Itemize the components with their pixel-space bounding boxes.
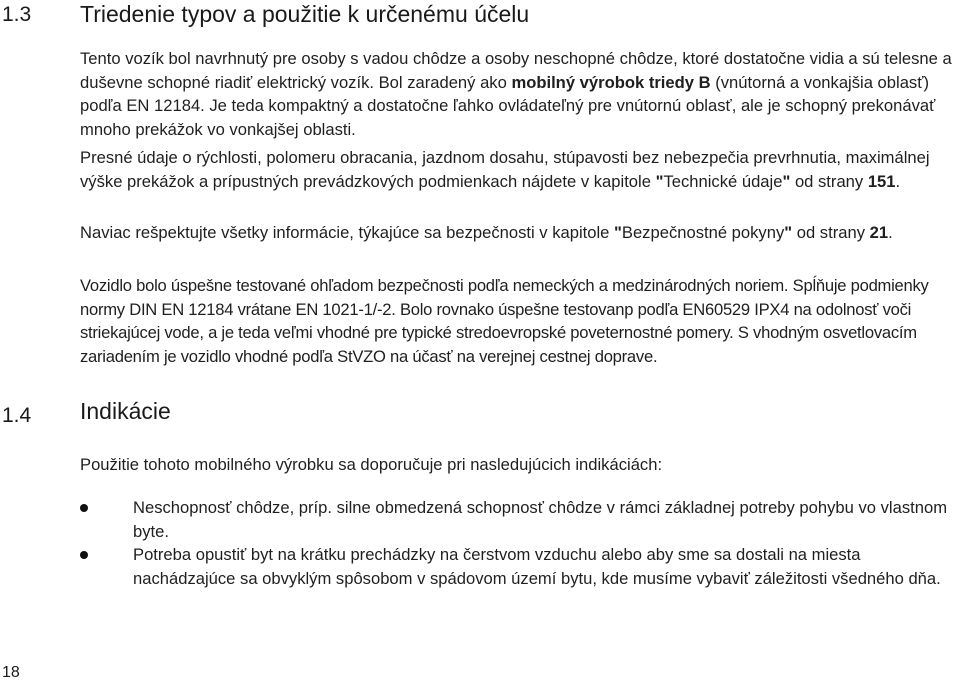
bullet-icon [80, 551, 88, 559]
indications-intro: Použitie tohoto mobilného výrobku sa doporučuje pri nasledujúcich indikáciách: [80, 455, 663, 474]
page-reference: 21 [869, 223, 889, 242]
paragraph-text: Presné údaje o rýchlosti, polomeru obracania, jazdnom dosahu, stúpavosti bez nebezpečia prevrhnutia, maximálnej výške prekážok a prípustných prevádzkových podmienkach nájdete v kapitole [80, 148, 930, 191]
quote-mark: " [782, 171, 791, 191]
paragraph-text: od strany [792, 223, 870, 242]
paragraph-safety [80, 221, 960, 245]
section-number: 1.3 [2, 3, 32, 26]
paragraph-text: Naviac rešpektujte všetky informácie, týkajúce sa bezpečnosti v kapitole [80, 223, 615, 242]
paragraph-testing: Vozidlo bolo úspešne testované ohľadom bezpečnosti podľa nemeckých a medzinárodných noriem. Spĺňuje podmienky normy DIN EN 12184 vrátane EN 1021-1/-2. Bolo rovnako úspešne testovanp podľa EN60529 IPX4 na odolnosť voči striekajúcej vode, a je teda veľmi vhodné pre typické stredoevropské poveternostné pomery. S vhodným osvetlovacím zariadením je vozidlo vhodné podľa StVZO na účasť na verejnej cestnej doprave. [80, 276, 929, 366]
chapter-reference: Technické údaje [663, 171, 783, 191]
section-number: 1.4 [2, 404, 32, 427]
chapter-reference: Bezpečnostné pokyny [621, 223, 785, 242]
paragraph-text: . [888, 223, 893, 242]
paragraph-text: Tento vozík bol navrhnutý pre osoby s vadou chôdze a osoby neschopné chôdze, ktoré dostatočne vidia a sú telesne a duševne schopné riadiť elektrický vozík. Bol zaradený ako [80, 49, 952, 92]
quote-mark: " [614, 223, 622, 242]
paragraph-specifications [80, 146, 960, 193]
paragraph-text: (vnútorná a vonkajšia oblasť) podľa EN 12184. Je teda kompaktný a dostatočne ľahko ovládateľný pre vnútornú oblasť, ale je schopný prekonávať mnoho prekážok vo vonkajšej oblasti. [80, 72, 936, 139]
paragraph-text: . [895, 171, 901, 191]
list-item: Potreba opustiť byt na krátku prechádzky na čerstvom vzduchu alebo aby sme sa dostali na miesta nachádzajúce sa obvyklým spôsobom v spádovom území bytu, kde musíme vybaviť záležitosti všedného dňa. [133, 545, 941, 588]
bullet-icon [80, 504, 88, 512]
list-item: Neschopnosť chôdze, príp. silne obmedzená schopnosť chôdze v rámci základnej potreby pohybu vo vlastnom byte. [133, 498, 948, 541]
page-number: 18 [2, 664, 20, 681]
paragraph-text: od strany [790, 171, 868, 191]
page-reference: 151 [867, 171, 896, 191]
section-title: Indikácie [80, 398, 171, 424]
quote-mark: " [784, 223, 793, 242]
section-title: Triedenie typov a použitie k určenému účelu [80, 1, 530, 27]
quote-mark: " [655, 171, 664, 191]
device-class: mobilný výrobok triedy B [511, 72, 711, 92]
paragraph-description [80, 47, 960, 141]
